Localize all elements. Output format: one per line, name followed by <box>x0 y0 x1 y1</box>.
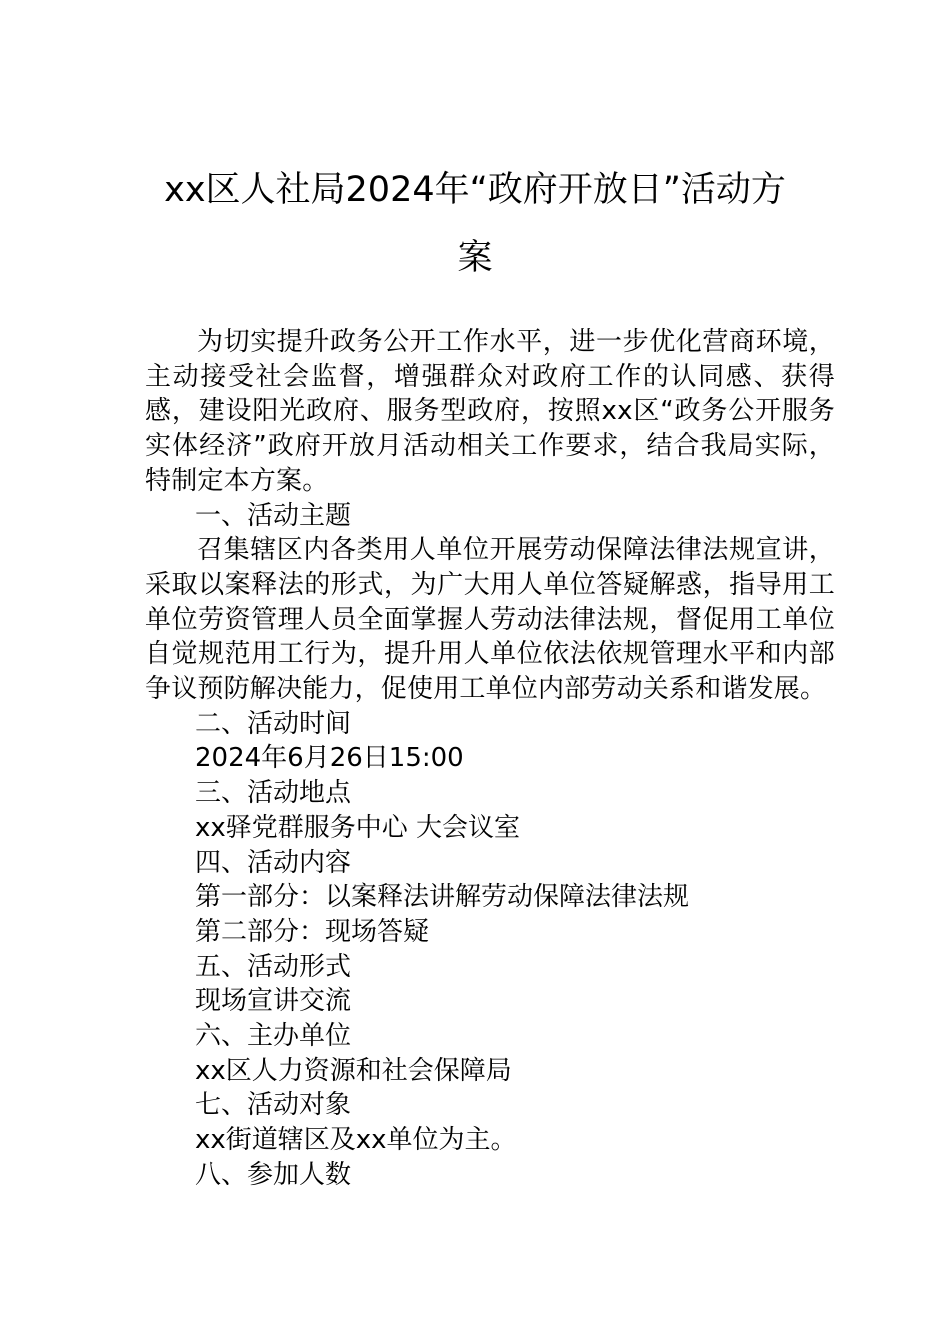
form-value: 现场宣讲交流 <box>195 986 352 1017</box>
time-value: 2024年6月26日15:00 <box>195 743 464 774</box>
section-heading-form: 五、活动形式 <box>195 951 352 982</box>
host-value: xx区人力资源和社会保障局 <box>195 1055 512 1086</box>
document-title-line-2: 案 <box>457 238 493 278</box>
place-value: xx驿党群服务中心 大会议室 <box>195 812 521 843</box>
target-value: xx街道辖区及xx单位为主。 <box>195 1125 517 1156</box>
document-title-line-1: xx区人社局2024年“政府开放日”活动方 <box>164 170 786 210</box>
section-heading-theme: 一、活动主题 <box>195 500 352 531</box>
section-heading-target: 七、活动对象 <box>195 1090 352 1121</box>
section-heading-time: 二、活动时间 <box>195 708 352 739</box>
intro-paragraph: 为切实提升政务公开工作水平，进一步优化营商环境，主动接受社会监督，增强群众对政府工作的认同感、获得感，建设阳光政府、服务型政府，按照xx区“政务公开服务实体经济”政府开放月活动相关工作要求，结合我局实际，特制定本方案。 <box>145 327 835 496</box>
theme-paragraph: 召集辖区内各类用人单位开展劳动保障法律法规宣讲，采取以案释法的形式，为广大用人单位答疑解惑，指导用工单位劳资管理人员全面掌握人劳动法律法规，督促用工单位自觉规范用工行为，提升用人单位依法依规管理水平和内部争议预防解决能力，促使用工单位内部劳动关系和谐发展。 <box>145 535 835 705</box>
section-heading-content: 四、活动内容 <box>195 847 352 878</box>
section-heading-count: 八、参加人数 <box>195 1159 352 1190</box>
section-heading-host: 六、主办单位 <box>195 1021 352 1052</box>
content-part-2: 第二部分：现场答疑 <box>195 916 430 947</box>
document-body <box>145 325 835 1193</box>
section-heading-place: 三、活动地点 <box>195 778 352 809</box>
content-part-1: 第一部分：以案释法讲解劳动保障法律法规 <box>195 882 690 913</box>
